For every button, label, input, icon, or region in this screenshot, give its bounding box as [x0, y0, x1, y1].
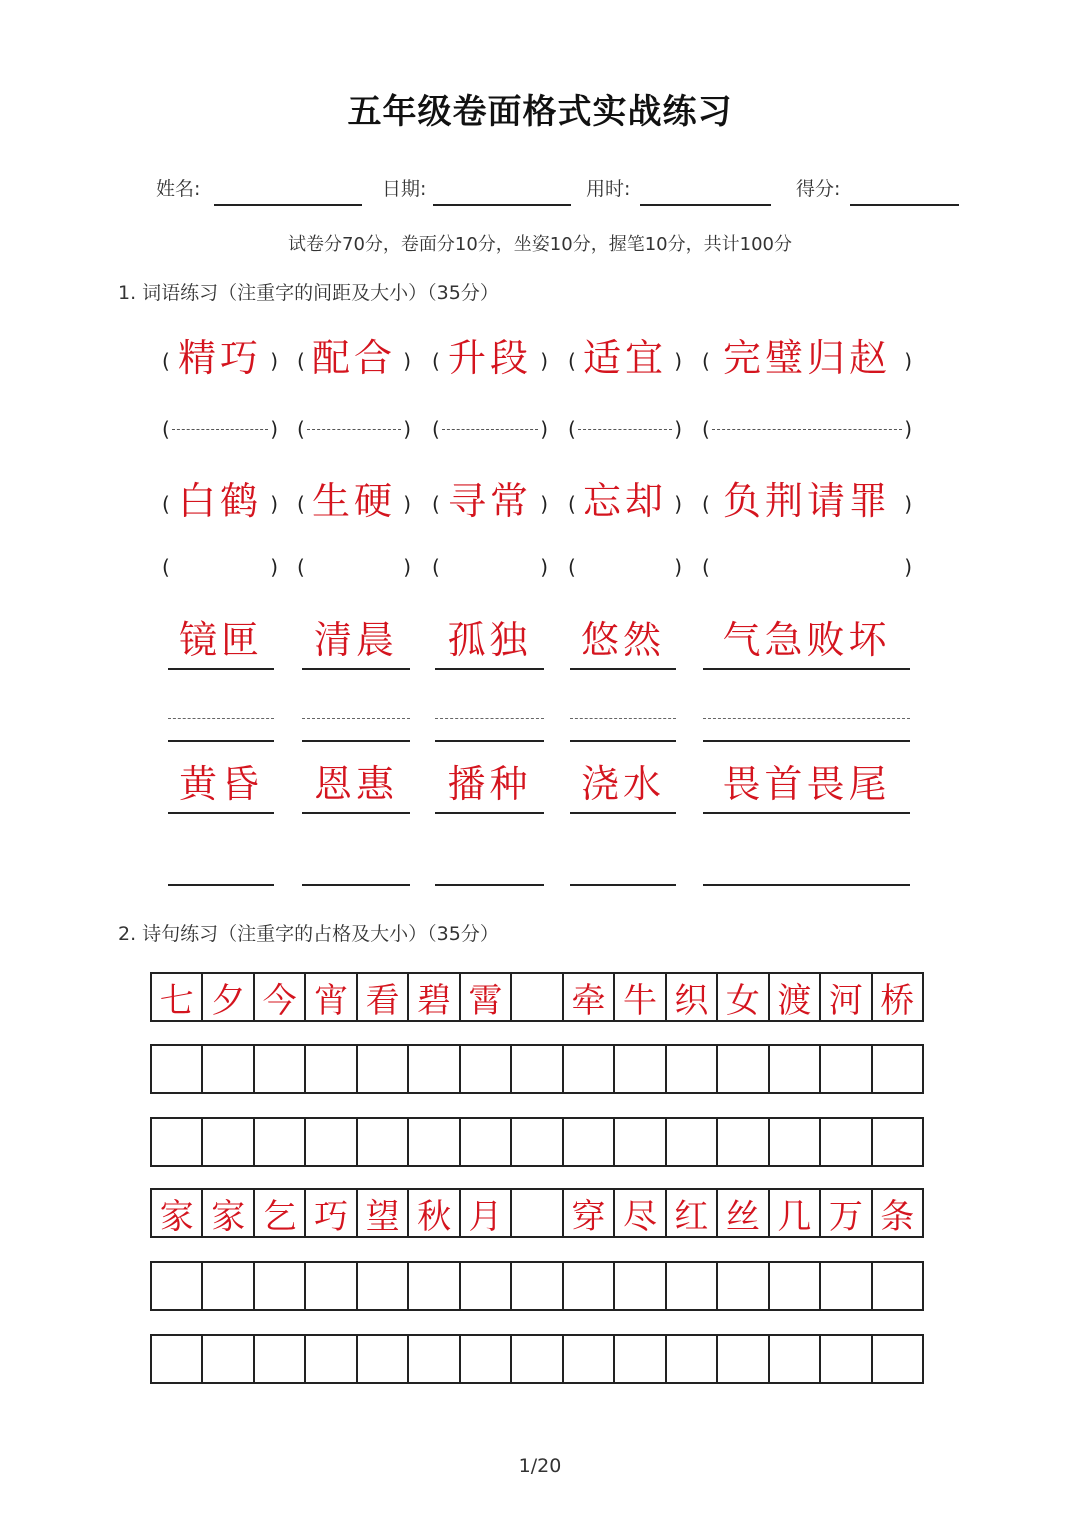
poem-practice-row: [150, 1261, 924, 1311]
sample-word: 畏首畏尾: [722, 762, 891, 806]
grid-cell: 几: [770, 1190, 821, 1236]
poem-practice-row: [150, 1044, 924, 1094]
writing-line[interactable]: [435, 884, 544, 886]
grid-cell: [512, 1190, 563, 1236]
sample-word: 负荆请罪: [722, 479, 891, 523]
date-field[interactable]: [433, 204, 571, 206]
paren-blank[interactable]: [297, 542, 411, 592]
grid-cell[interactable]: [306, 1263, 357, 1309]
paren-blank[interactable]: [568, 542, 682, 592]
grid-cell[interactable]: [770, 1046, 821, 1092]
underline: [570, 812, 676, 814]
grid-cell: 夕: [203, 974, 254, 1020]
grid-cell[interactable]: [718, 1263, 769, 1309]
grid-cell[interactable]: [461, 1119, 512, 1165]
right-paren: ): [904, 417, 912, 441]
underlined-word: [168, 764, 274, 814]
underline: [703, 812, 910, 814]
poem-sample-row: [150, 1188, 924, 1238]
paren-blank[interactable]: [432, 542, 548, 592]
grid-cell[interactable]: [255, 1046, 306, 1092]
grid-cell[interactable]: [255, 1263, 306, 1309]
grid-cell[interactable]: [512, 1046, 563, 1092]
left-paren: (: [432, 555, 440, 579]
name-label: 姓名:: [156, 178, 201, 200]
grid-cell[interactable]: [203, 1046, 254, 1092]
underline: [703, 740, 910, 742]
grid-cell[interactable]: [873, 1046, 922, 1092]
grid-cell[interactable]: [873, 1336, 922, 1382]
grid-cell[interactable]: [152, 1046, 203, 1092]
left-paren: (: [162, 555, 170, 579]
grid-cell[interactable]: [512, 1263, 563, 1309]
sample-word: 适宜: [582, 336, 667, 380]
grid-cell[interactable]: [770, 1119, 821, 1165]
right-paren: ): [674, 349, 682, 373]
underline: [570, 740, 676, 742]
grid-cell[interactable]: [461, 1263, 512, 1309]
grid-cell: 巧: [306, 1190, 357, 1236]
grid-cell: 七: [152, 974, 203, 1020]
underline: [435, 740, 544, 742]
grid-cell: 家: [203, 1190, 254, 1236]
paren-blank[interactable]: [568, 404, 682, 454]
paren-word: [297, 336, 411, 386]
left-paren: (: [568, 492, 576, 516]
grid-cell[interactable]: [615, 1263, 666, 1309]
underlined-word: [302, 764, 410, 814]
left-paren: (: [702, 417, 710, 441]
grid-cell[interactable]: [358, 1263, 409, 1309]
left-paren: (: [162, 417, 170, 441]
grid-cell[interactable]: [203, 1336, 254, 1382]
sample-word: 生硬: [311, 479, 396, 523]
poem-practice-row: [150, 1117, 924, 1167]
grid-cell: 条: [880, 1196, 915, 1237]
right-paren: ): [403, 417, 411, 441]
grid-cell: 碧: [409, 974, 460, 1020]
grid-cell[interactable]: [203, 1263, 254, 1309]
grid-cell[interactable]: [770, 1263, 821, 1309]
grid-cell[interactable]: [564, 1119, 615, 1165]
grid-cell[interactable]: [873, 1263, 922, 1309]
left-paren: (: [297, 417, 305, 441]
paren-word: [432, 479, 548, 529]
time-field[interactable]: [640, 204, 771, 206]
dashed-guide: [570, 718, 676, 719]
grid-cell[interactable]: [718, 1336, 769, 1382]
underlined-word: [570, 764, 676, 814]
grid-cell[interactable]: [564, 1046, 615, 1092]
left-paren: (: [297, 555, 305, 579]
left-paren: (: [297, 492, 305, 516]
sample-word: 忘却: [582, 479, 667, 523]
right-paren: ): [674, 555, 682, 579]
writing-line[interactable]: [703, 884, 910, 886]
right-paren: ): [270, 492, 278, 516]
grid-cell: 河: [821, 974, 872, 1020]
dashed-guide: [435, 718, 544, 719]
underline: [302, 740, 410, 742]
grid-cell[interactable]: [306, 1336, 357, 1382]
dashed-guide: [703, 718, 910, 719]
left-paren: (: [162, 492, 170, 516]
dashed-guide: [307, 429, 401, 430]
underlined-word: [703, 764, 910, 814]
right-paren: ): [540, 555, 548, 579]
grid-cell: 秋: [409, 1190, 460, 1236]
paren-blank[interactable]: [162, 404, 278, 454]
underlined-word: [435, 620, 544, 670]
left-paren: (: [568, 349, 576, 373]
grid-cell: 尽: [615, 1190, 666, 1236]
paren-word: [162, 336, 278, 386]
writing-line[interactable]: [168, 884, 274, 886]
dashed-guide: [172, 429, 268, 430]
left-paren: (: [432, 417, 440, 441]
grid-cell[interactable]: [564, 1336, 615, 1382]
grid-cell: 牛: [615, 974, 666, 1020]
grid-cell[interactable]: [667, 1263, 718, 1309]
sample-word: 镜匣: [178, 618, 263, 662]
dashed-guide: [578, 429, 672, 430]
right-paren: ): [270, 349, 278, 373]
grid-cell[interactable]: [718, 1046, 769, 1092]
grid-cell: 桥: [880, 980, 915, 1021]
writing-line[interactable]: [570, 884, 676, 886]
paren-word: [568, 479, 682, 529]
grid-cell[interactable]: [821, 1263, 872, 1309]
sample-word: 精巧: [177, 336, 262, 380]
left-paren: (: [702, 555, 710, 579]
grid-cell[interactable]: [358, 1336, 409, 1382]
sample-word: 清晨: [313, 618, 398, 662]
grid-cell: 霄: [461, 974, 512, 1020]
grid-cell: 女: [718, 974, 769, 1020]
paren-word: [432, 336, 548, 386]
grid-cell: 今: [255, 974, 306, 1020]
grid-cell: 家: [152, 1190, 203, 1236]
grid-cell[interactable]: [667, 1046, 718, 1092]
paren-blank[interactable]: [162, 542, 278, 592]
underlined-word: [570, 620, 676, 670]
grid-cell[interactable]: [409, 1119, 460, 1165]
right-paren: ): [270, 555, 278, 579]
sample-word: 悠然: [580, 618, 665, 662]
sample-word: 恩惠: [313, 762, 398, 806]
right-paren: ): [904, 492, 912, 516]
grid-cell[interactable]: [821, 1336, 872, 1382]
grid-cell: 望: [358, 1190, 409, 1236]
underlined-word: [703, 620, 910, 670]
left-paren: (: [432, 349, 440, 373]
left-paren: (: [162, 349, 170, 373]
grid-cell[interactable]: [358, 1119, 409, 1165]
left-paren: (: [702, 349, 710, 373]
underline: [302, 668, 410, 670]
grid-cell[interactable]: [821, 1046, 872, 1092]
sample-word: 孤独: [447, 618, 532, 662]
paren-word: [702, 479, 912, 529]
grid-cell[interactable]: [409, 1336, 460, 1382]
grid-cell: 看: [358, 974, 409, 1020]
grid-cell[interactable]: [461, 1046, 512, 1092]
underline: [435, 812, 544, 814]
grid-cell: 丝: [718, 1190, 769, 1236]
grid-cell[interactable]: [821, 1119, 872, 1165]
date-label: 日期:: [382, 178, 427, 200]
name-field[interactable]: [214, 204, 362, 206]
grid-cell[interactable]: [667, 1336, 718, 1382]
right-paren: ): [674, 417, 682, 441]
paren-word: [297, 479, 411, 529]
page-number: 1/20: [518, 1455, 562, 1477]
sample-word: 播种: [447, 762, 532, 806]
page-title: 五年级卷面格式实战练习: [347, 92, 733, 132]
score-label: 得分:: [796, 178, 841, 200]
grid-cell[interactable]: [461, 1336, 512, 1382]
sample-word: 浇水: [580, 762, 665, 806]
left-paren: (: [432, 492, 440, 516]
grid-cell: 织: [667, 974, 718, 1020]
grid-cell: 渡: [770, 974, 821, 1020]
grid-cell[interactable]: [358, 1046, 409, 1092]
right-paren: ): [904, 349, 912, 373]
paren-word: [702, 336, 912, 386]
grid-cell[interactable]: [873, 1119, 922, 1165]
time-label: 用时:: [586, 178, 631, 200]
grid-cell[interactable]: [152, 1119, 203, 1165]
dashed-guide: [712, 429, 902, 430]
grid-cell[interactable]: [718, 1119, 769, 1165]
left-paren: (: [702, 492, 710, 516]
paren-blank[interactable]: [702, 542, 912, 592]
section-2-heading: 2. 诗句练习（注重字的占格及大小）（35分）: [118, 923, 499, 945]
right-paren: ): [403, 555, 411, 579]
poem-sample-row: [150, 972, 924, 1022]
underlined-word: [302, 620, 410, 670]
dashed-guide: [168, 718, 274, 719]
grid-cell: 宵: [306, 974, 357, 1020]
grid-cell[interactable]: [152, 1263, 203, 1309]
right-paren: ): [540, 417, 548, 441]
right-paren: ): [270, 417, 278, 441]
grid-cell[interactable]: [564, 1263, 615, 1309]
grid-cell: 乞: [255, 1190, 306, 1236]
underlined-word: [435, 764, 544, 814]
grid-cell[interactable]: [152, 1336, 203, 1382]
left-paren: (: [568, 555, 576, 579]
left-paren: (: [297, 349, 305, 373]
grid-cell[interactable]: [306, 1046, 357, 1092]
sample-word: 配合: [311, 336, 396, 380]
grid-cell[interactable]: [409, 1046, 460, 1092]
right-paren: ): [904, 555, 912, 579]
right-paren: ): [403, 492, 411, 516]
underline: [570, 668, 676, 670]
left-paren: (: [568, 417, 576, 441]
grid-cell[interactable]: [615, 1046, 666, 1092]
grid-cell: [512, 974, 563, 1020]
grid-cell[interactable]: [255, 1336, 306, 1382]
score-field[interactable]: [850, 204, 959, 206]
grid-cell[interactable]: [306, 1119, 357, 1165]
grid-cell: 牵: [564, 974, 615, 1020]
sample-word: 升段: [447, 336, 532, 380]
underline: [435, 668, 544, 670]
underline: [703, 668, 910, 670]
sample-word: 气急败坏: [722, 618, 891, 662]
grid-cell[interactable]: [255, 1119, 306, 1165]
poem-practice-row: [150, 1334, 924, 1384]
grid-cell[interactable]: [770, 1336, 821, 1382]
grid-cell: 穿: [564, 1190, 615, 1236]
grid-cell[interactable]: [512, 1119, 563, 1165]
sample-word: 黄昏: [178, 762, 263, 806]
paren-blank[interactable]: [432, 404, 548, 454]
section-1-heading: 1. 词语练习（注重字的间距及大小）（35分）: [118, 282, 499, 304]
grid-cell: 万: [821, 1190, 872, 1236]
paren-word: [162, 479, 278, 529]
grid-cell[interactable]: [667, 1119, 718, 1165]
underline: [168, 740, 274, 742]
underlined-word: [168, 620, 274, 670]
score-breakdown: 试卷分70分，卷面分10分，坐姿10分，握笔10分，共计100分: [288, 234, 792, 255]
right-paren: ): [540, 492, 548, 516]
paren-blank[interactable]: [702, 404, 912, 454]
paren-blank[interactable]: [297, 404, 411, 454]
sample-word: 完璧归赵: [722, 336, 891, 380]
grid-cell[interactable]: [615, 1336, 666, 1382]
sample-word: 白鹤: [177, 479, 262, 523]
paren-word: [568, 336, 682, 386]
underline: [302, 812, 410, 814]
sample-word: 寻常: [447, 479, 532, 523]
right-paren: ): [540, 349, 548, 373]
underline: [168, 668, 274, 670]
right-paren: ): [674, 492, 682, 516]
grid-cell: 月: [461, 1190, 512, 1236]
right-paren: ): [403, 349, 411, 373]
grid-cell[interactable]: [409, 1263, 460, 1309]
grid-cell[interactable]: [512, 1336, 563, 1382]
writing-line[interactable]: [302, 884, 410, 886]
dashed-guide: [442, 429, 538, 430]
dashed-guide: [302, 718, 410, 719]
grid-cell[interactable]: [203, 1119, 254, 1165]
grid-cell: 红: [667, 1190, 718, 1236]
underline: [168, 812, 274, 814]
grid-cell[interactable]: [615, 1119, 666, 1165]
